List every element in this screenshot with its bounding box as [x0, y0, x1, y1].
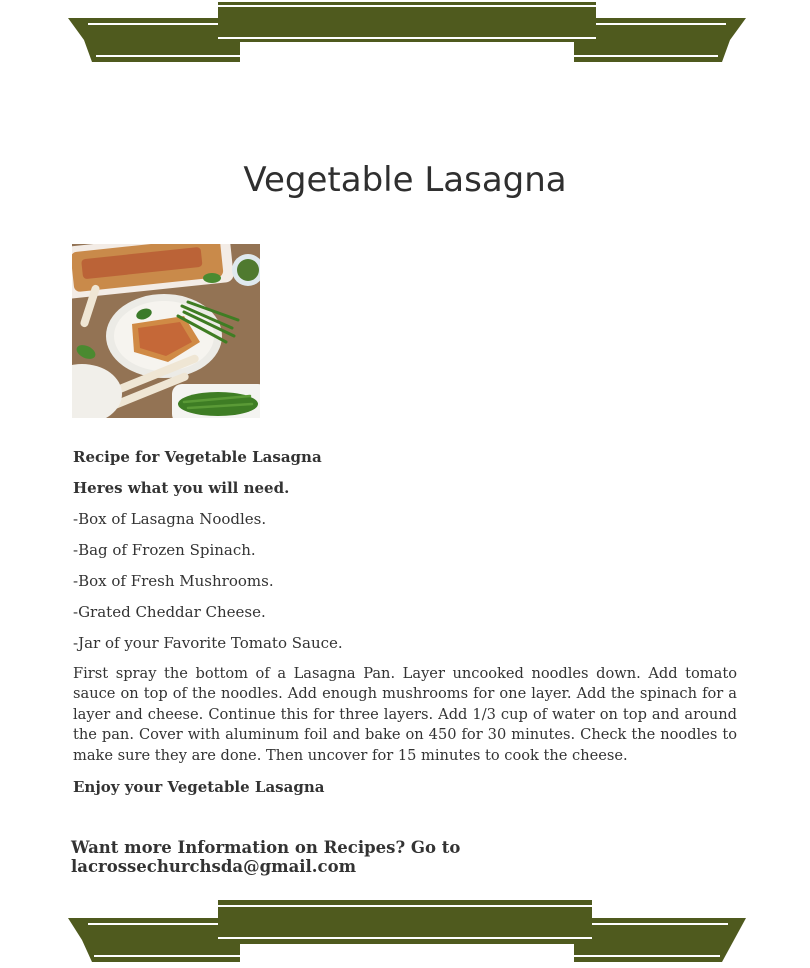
- ingredient-item: -Grated Cheddar Cheese.: [73, 603, 266, 621]
- ingredient-item: -Box of Fresh Mushrooms.: [73, 572, 274, 590]
- recipe-heading: Recipe for Vegetable Lasagna: [73, 448, 322, 466]
- ingredient-item: -Jar of your Favorite Tomato Sauce.: [73, 634, 343, 652]
- ingredient-item: -Box of Lasagna Noodles.: [73, 510, 267, 528]
- top-ribbon-banner: [68, 0, 746, 64]
- recipe-content: [73, 447, 737, 808]
- contact-footer: Want more Information on Recipes? Go to lacrossechurchsda@gmail.com: [71, 838, 461, 876]
- ingredients-heading: Heres what you will need.: [73, 479, 290, 497]
- instructions-paragraph: First spray the bottom of a Lasagna Pan. Layer uncooked noodles down. Add tomato sauce on top of the noodles. Add enough mushrooms for one layer. Add the spinach for a layer and cheese. Continue this for three layers. Add 1/3 cup of water on top and around the pan. Cover with aluminum foil and bake on 450 for 30 minutes. Check the noodles to make sure they are done. Then uncover for 15 minutes to cook the cheese.: [73, 665, 737, 764]
- closing-line: Enjoy your Vegetable Lasagna: [73, 778, 325, 797]
- bottom-ribbon-banner: [68, 898, 746, 962]
- lasagna-photo: [72, 244, 260, 418]
- ingredient-item: -Bag of Frozen Spinach.: [73, 541, 256, 559]
- page-title: Vegetable Lasagna: [243, 160, 567, 200]
